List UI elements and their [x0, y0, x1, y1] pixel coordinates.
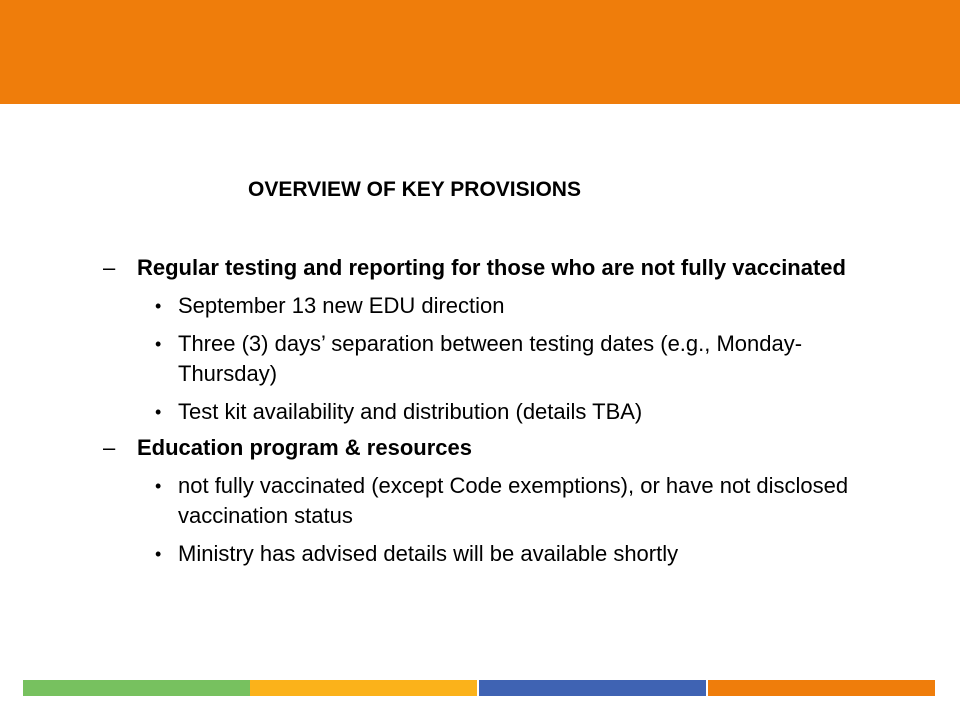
bullet-text: September 13 new EDU direction	[178, 293, 505, 318]
bullet-dot: •	[155, 296, 162, 316]
bullet-item	[103, 329, 863, 389]
footer-bar-yellow	[250, 680, 477, 696]
bullet-dot: •	[155, 544, 162, 564]
bullet-item	[103, 539, 863, 569]
bullet-text: Test kit availability and distribution (details TBA)	[178, 399, 643, 424]
bullet-dot: •	[155, 334, 162, 354]
slide-title: OVERVIEW OF KEY PROVISIONS	[248, 178, 581, 201]
top-banner	[0, 0, 960, 104]
section-heading-testing	[103, 253, 863, 283]
section-heading-text: Education program & resources	[137, 435, 472, 460]
bullet-item	[103, 471, 863, 531]
slide-content	[103, 253, 863, 569]
bullet-dot: •	[155, 402, 162, 422]
footer-bar-green	[23, 680, 250, 696]
bullet-text: Ministry has advised details will be available shortly	[178, 541, 679, 566]
bullet-text: Three (3) days’ separation between testing dates (e.g., Monday-Thursday)	[178, 331, 803, 386]
footer-bar-orange	[708, 680, 935, 696]
dash-marker: –	[103, 255, 116, 280]
footer-bar-blue	[479, 680, 706, 696]
dash-marker: –	[103, 435, 116, 460]
section-heading-education	[103, 433, 863, 463]
bullet-item	[103, 291, 863, 321]
bullet-text: not fully vaccinated (except Code exemptions), or have not disclosed vaccination status	[178, 473, 849, 528]
bullet-item	[103, 397, 863, 427]
bullet-dot: •	[155, 476, 162, 496]
section-heading-text: Regular testing and reporting for those who are not fully vaccinated	[137, 255, 846, 280]
